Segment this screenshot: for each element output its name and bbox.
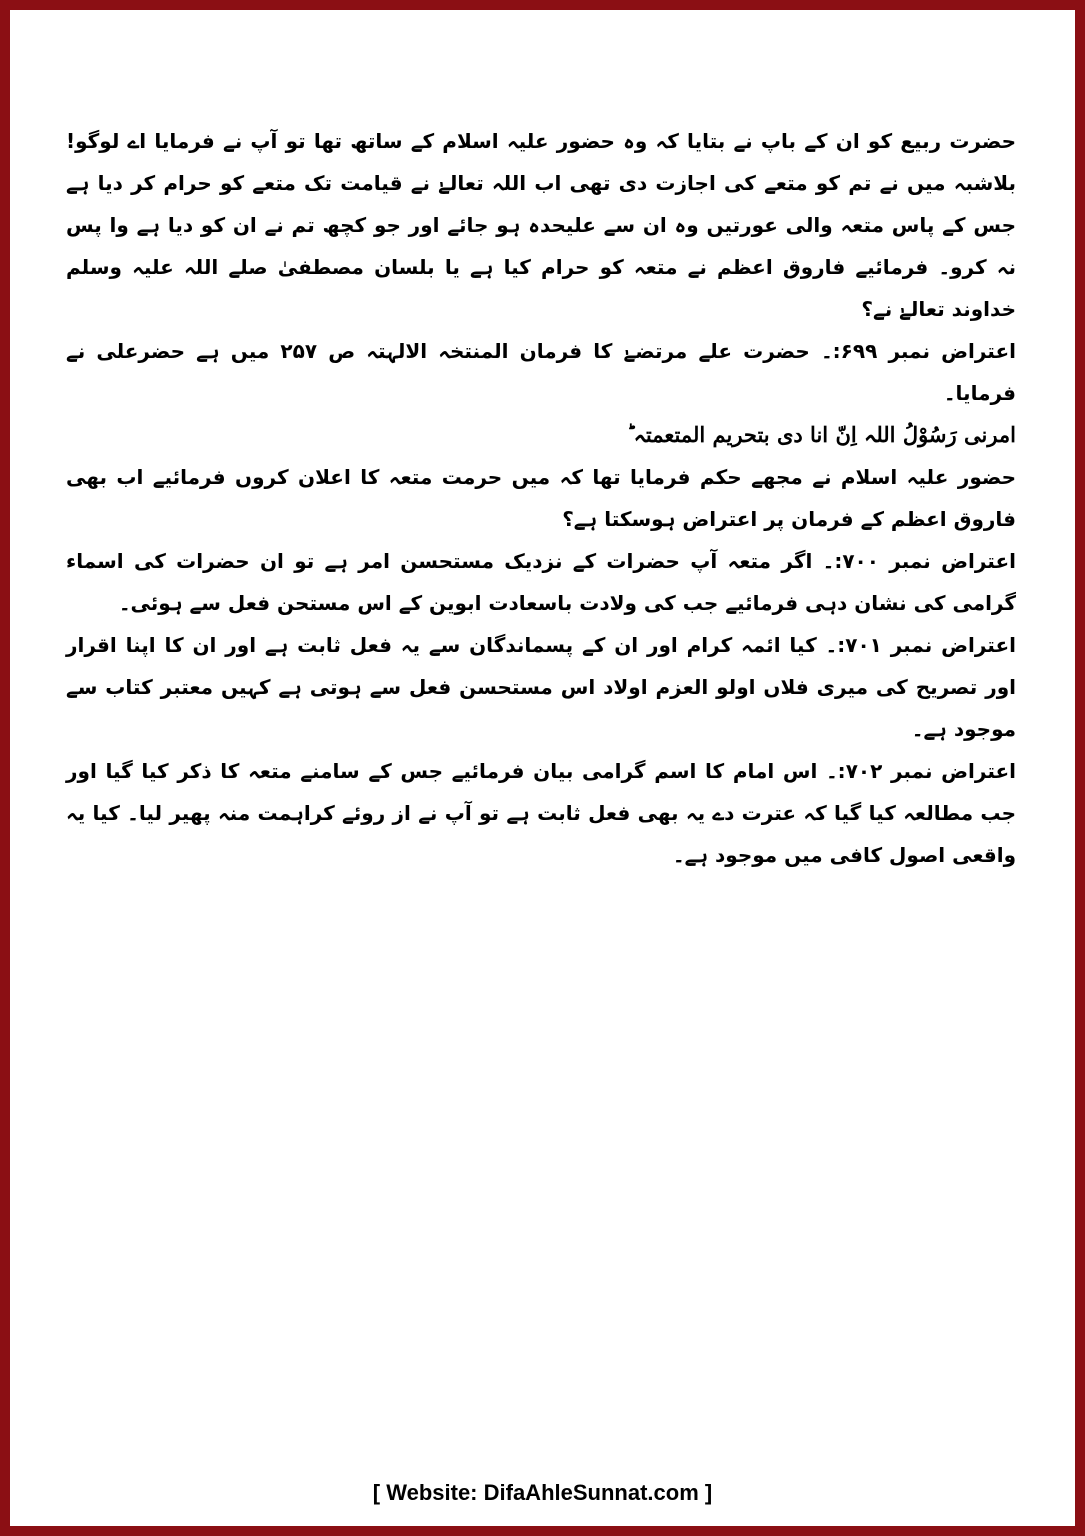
paragraph-objection-701: اعتراض نمبر ۷۰۱:۔ کیا ائمہ کرام اور ان کے پسماندگان سے یہ فعل ثابت ہے اور ان کا اپنا اقرار اور تصریح کی میری فلاں اولو العزم اولاد اس مستحسن فعل سے ہوتی ہے کہیں معتبر کتاب سے موجود ہے۔ [66, 633, 1016, 741]
document-body [66, 120, 1016, 876]
paragraph-prophet-command: حضور علیہ اسلام نے مجھے حکم فرمایا تھا کہ میں حرمت متعہ کا اعلان کروں فرمائیے اب بھی فاروق اعظم کے فرمان پر اعتراض ہوسکتا ہے؟ [66, 465, 1016, 531]
paragraph-rabi-narration: حضرت ربیع کو ان کے باپ نے بتایا کہ وہ حضور علیہ اسلام کے ساتھ تھا تو آپ نے فرمایا اے لوگو! بلاشبہ میں نے تم کو متعے کی اجازت دی تھی اب اللہ تعالےٰ نے قیامت تک متعے کو حرام کر دیا ہے جس کے پاس متعہ والی عورتیں وہ ان سے علیحدہ ہو جائے اور جو کچھ تم نے ان کو دیا ہے وا پس نہ کرو۔ فرمائیے فاروق اعظم نے متعہ کو حرام کیا ہے یا بلسان مصطفیٰ صلے اللہ علیہ وسلم خداوند تعالےٰ نے؟ [66, 129, 1016, 321]
paragraph-arabic-quote: امرنی رَسُوْلُ اللہ اِنّ انا دی بتحریم المتعمتہ ؕ [626, 422, 1016, 447]
website-footer: [ Website: DifaAhleSunnat.com ] [372, 1480, 713, 1505]
paragraph-objection-702: اعتراض نمبر ۷۰۲:۔ اس امام کا اسم گرامی بیان فرمائیے جس کے سامنے متعہ کا ذکر کیا گیا اور جب مطالعہ کیا گیا کہ عترت دے یہ بھی فعل ثابت ہے تو آپ نے از روئے کراہمت منہ پھیر لیا۔ کیا یہ واقعی اصول کافی میں موجود ہے۔ [66, 759, 1016, 867]
paragraph-objection-700: اعتراض نمبر ۷۰۰:۔ اگر متعہ آپ حضرات کے نزدیک مستحسن امر ہے تو ان حضرات کی اسماء گرامی کی نشان دہی فرمائیے جب کی ولادت باسعادت ابوین کے اس مستحن فعل سے ہوئی۔ [66, 549, 1016, 615]
paragraph-objection-699: اعتراض نمبر ۶۹۹:۔ حضرت علے مرتضےٰ کا فرمان المنتخہ الالہتہ ص ۲۵۷ میں ہے حضرعلی نے فرمایا۔ [66, 339, 1016, 405]
